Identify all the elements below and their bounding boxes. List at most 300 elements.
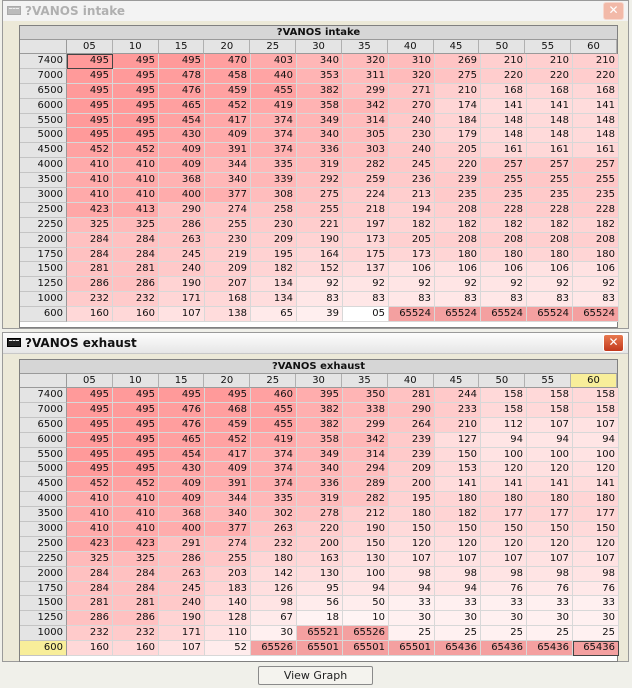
exhaust-cell[interactable]: 67	[251, 611, 297, 626]
intake-cell[interactable]: 236	[389, 173, 435, 188]
exhaust-cell[interactable]: 177	[573, 507, 619, 522]
intake-cell[interactable]: 168	[481, 84, 527, 99]
exhaust-cell[interactable]: 209	[389, 462, 435, 477]
exhaust-cell[interactable]: 140	[205, 596, 251, 611]
exhaust-cell[interactable]: 476	[159, 403, 205, 418]
exhaust-cell[interactable]: 239	[389, 448, 435, 463]
exhaust-cell[interactable]: 452	[205, 433, 251, 448]
exhaust-cell[interactable]: 112	[481, 418, 527, 433]
intake-cell[interactable]: 281	[67, 262, 113, 277]
exhaust-cell[interactable]: 158	[527, 403, 573, 418]
intake-cell[interactable]: 400	[159, 188, 205, 203]
exhaust-cell[interactable]: 459	[205, 418, 251, 433]
exhaust-cell[interactable]: 200	[389, 477, 435, 492]
intake-cell[interactable]: 134	[251, 292, 297, 307]
intake-cell[interactable]: 495	[159, 54, 205, 69]
exhaust-cell[interactable]: 150	[389, 522, 435, 537]
intake-cell[interactable]: 245	[389, 158, 435, 173]
exhaust-cell[interactable]: 107	[527, 418, 573, 433]
exhaust-cell[interactable]: 52	[205, 641, 251, 656]
intake-cell[interactable]: 92	[573, 277, 619, 292]
intake-cell[interactable]: 340	[297, 54, 343, 69]
exhaust-cell[interactable]: 410	[113, 522, 159, 537]
exhaust-cell[interactable]: 391	[205, 477, 251, 492]
exhaust-cell[interactable]: 33	[573, 596, 619, 611]
exhaust-cell[interactable]: 98	[573, 567, 619, 582]
exhaust-cell[interactable]: 25	[435, 626, 481, 641]
intake-cell[interactable]: 197	[343, 218, 389, 233]
exhaust-cell[interactable]: 107	[389, 552, 435, 567]
exhaust-cell[interactable]: 150	[435, 448, 481, 463]
intake-cell[interactable]: 299	[343, 84, 389, 99]
exhaust-cell[interactable]: 319	[297, 492, 343, 507]
intake-cell[interactable]: 190	[297, 233, 343, 248]
intake-cell[interactable]: 452	[205, 99, 251, 114]
exhaust-cell[interactable]: 338	[343, 403, 389, 418]
exhaust-cell[interactable]: 233	[435, 403, 481, 418]
exhaust-cell[interactable]: 495	[67, 388, 113, 403]
intake-cell[interactable]: 174	[435, 99, 481, 114]
intake-cell[interactable]: 413	[113, 203, 159, 218]
intake-cell[interactable]: 65524	[573, 307, 619, 322]
exhaust-cell[interactable]: 163	[297, 552, 343, 567]
exhaust-cell[interactable]: 495	[67, 433, 113, 448]
exhaust-cell[interactable]: 107	[159, 641, 205, 656]
intake-cell[interactable]: 220	[435, 158, 481, 173]
intake-cell[interactable]: 290	[159, 203, 205, 218]
exhaust-cell[interactable]: 340	[205, 507, 251, 522]
exhaust-cell[interactable]: 94	[527, 433, 573, 448]
intake-cell[interactable]: 495	[113, 99, 159, 114]
exhaust-cell[interactable]: 95	[297, 582, 343, 597]
intake-cell[interactable]: 210	[527, 54, 573, 69]
exhaust-cell[interactable]: 263	[159, 567, 205, 582]
intake-cell[interactable]: 311	[343, 69, 389, 84]
intake-cell[interactable]: 325	[113, 218, 159, 233]
exhaust-cell[interactable]: 56	[297, 596, 343, 611]
intake-cell[interactable]: 305	[343, 128, 389, 143]
intake-cell[interactable]: 459	[205, 84, 251, 99]
intake-cell[interactable]: 284	[67, 248, 113, 263]
exhaust-cell[interactable]: 126	[251, 582, 297, 597]
exhaust-cell[interactable]: 400	[159, 522, 205, 537]
exhaust-cell[interactable]: 98	[251, 596, 297, 611]
exhaust-cell[interactable]: 171	[159, 626, 205, 641]
exhaust-cell[interactable]: 200	[297, 537, 343, 552]
exhaust-cell[interactable]: 409	[159, 477, 205, 492]
exhaust-cell[interactable]: 468	[205, 403, 251, 418]
exhaust-cell[interactable]: 325	[67, 552, 113, 567]
intake-cell[interactable]: 495	[113, 84, 159, 99]
exhaust-cell[interactable]: 452	[113, 477, 159, 492]
intake-cell[interactable]: 148	[573, 128, 619, 143]
exhaust-cell[interactable]: 33	[435, 596, 481, 611]
exhaust-cell[interactable]: 158	[573, 388, 619, 403]
intake-cell[interactable]: 409	[159, 143, 205, 158]
exhaust-cell[interactable]: 120	[527, 462, 573, 477]
intake-cell[interactable]: 208	[527, 233, 573, 248]
intake-cell[interactable]: 319	[297, 158, 343, 173]
intake-cell[interactable]: 224	[343, 188, 389, 203]
exhaust-cell[interactable]: 495	[67, 448, 113, 463]
exhaust-cell[interactable]: 410	[67, 522, 113, 537]
intake-cell[interactable]: 182	[389, 218, 435, 233]
exhaust-cell[interactable]: 430	[159, 462, 205, 477]
exhaust-cell[interactable]: 476	[159, 418, 205, 433]
intake-cell[interactable]: 141	[481, 99, 527, 114]
intake-cell[interactable]: 221	[297, 218, 343, 233]
exhaust-cell[interactable]: 286	[113, 611, 159, 626]
intake-cell[interactable]: 452	[113, 143, 159, 158]
exhaust-cell[interactable]: 150	[435, 522, 481, 537]
exhaust-cell[interactable]: 495	[113, 448, 159, 463]
exhaust-cell[interactable]: 120	[573, 462, 619, 477]
exhaust-cell[interactable]: 495	[67, 418, 113, 433]
exhaust-cell[interactable]: 299	[343, 418, 389, 433]
exhaust-cell[interactable]: 495	[205, 388, 251, 403]
exhaust-cell[interactable]: 150	[343, 537, 389, 552]
exhaust-cell[interactable]: 409	[159, 492, 205, 507]
exhaust-cell[interactable]: 358	[297, 433, 343, 448]
exhaust-cell[interactable]: 127	[435, 433, 481, 448]
intake-cell[interactable]: 39	[297, 307, 343, 322]
intake-cell[interactable]: 340	[297, 128, 343, 143]
intake-cell[interactable]: 374	[251, 128, 297, 143]
exhaust-cell[interactable]: 141	[573, 477, 619, 492]
exhaust-cell[interactable]: 281	[67, 596, 113, 611]
intake-cell[interactable]: 210	[573, 54, 619, 69]
exhaust-cell[interactable]: 120	[389, 537, 435, 552]
intake-cell[interactable]: 417	[205, 114, 251, 129]
exhaust-cell[interactable]: 107	[435, 552, 481, 567]
exhaust-title-bar[interactable]	[3, 333, 628, 354]
intake-cell[interactable]: 308	[251, 188, 297, 203]
exhaust-cell[interactable]: 374	[251, 448, 297, 463]
intake-cell[interactable]: 454	[159, 114, 205, 129]
intake-cell[interactable]: 148	[527, 128, 573, 143]
intake-cell[interactable]: 148	[481, 128, 527, 143]
intake-cell[interactable]: 470	[205, 54, 251, 69]
intake-cell[interactable]: 349	[297, 114, 343, 129]
exhaust-cell[interactable]: 284	[67, 567, 113, 582]
intake-cell[interactable]: 410	[113, 158, 159, 173]
intake-cell[interactable]: 210	[481, 54, 527, 69]
intake-cell[interactable]: 208	[435, 203, 481, 218]
exhaust-cell[interactable]: 382	[297, 418, 343, 433]
exhaust-cell[interactable]: 180	[573, 492, 619, 507]
exhaust-cell[interactable]: 30	[251, 626, 297, 641]
intake-cell[interactable]: 440	[251, 69, 297, 84]
intake-cell[interactable]: 173	[343, 233, 389, 248]
intake-cell[interactable]: 168	[527, 84, 573, 99]
exhaust-cell[interactable]: 183	[205, 582, 251, 597]
exhaust-cell[interactable]: 342	[343, 433, 389, 448]
exhaust-cell[interactable]: 25	[527, 626, 573, 641]
exhaust-cell[interactable]: 495	[113, 433, 159, 448]
intake-cell[interactable]: 208	[481, 233, 527, 248]
exhaust-cell[interactable]: 65521	[297, 626, 343, 641]
intake-cell[interactable]: 65524	[481, 307, 527, 322]
intake-cell[interactable]: 184	[435, 114, 481, 129]
exhaust-cell[interactable]: 120	[481, 537, 527, 552]
intake-cell[interactable]: 310	[389, 54, 435, 69]
exhaust-cell[interactable]: 25	[389, 626, 435, 641]
intake-cell[interactable]: 382	[297, 84, 343, 99]
exhaust-cell[interactable]: 158	[481, 403, 527, 418]
intake-cell[interactable]: 190	[159, 277, 205, 292]
intake-cell[interactable]: 495	[113, 128, 159, 143]
intake-cell[interactable]: 210	[435, 84, 481, 99]
intake-cell[interactable]: 148	[573, 114, 619, 129]
intake-cell[interactable]: 478	[159, 69, 205, 84]
exhaust-cell[interactable]: 94	[343, 582, 389, 597]
intake-cell[interactable]: 269	[435, 54, 481, 69]
intake-cell[interactable]: 275	[297, 188, 343, 203]
intake-cell[interactable]: 219	[205, 248, 251, 263]
intake-cell[interactable]: 83	[481, 292, 527, 307]
exhaust-cell[interactable]: 158	[573, 403, 619, 418]
intake-cell[interactable]: 353	[297, 69, 343, 84]
exhaust-cell[interactable]: 130	[297, 567, 343, 582]
exhaust-close-button[interactable]: ✕	[603, 334, 624, 352]
exhaust-cell[interactable]: 423	[67, 537, 113, 552]
intake-cell[interactable]: 228	[481, 203, 527, 218]
exhaust-cell[interactable]: 107	[481, 552, 527, 567]
exhaust-cell[interactable]: 203	[205, 567, 251, 582]
intake-cell[interactable]: 257	[481, 158, 527, 173]
intake-cell[interactable]: 257	[527, 158, 573, 173]
exhaust-cell[interactable]: 495	[113, 388, 159, 403]
intake-cell[interactable]: 194	[389, 203, 435, 218]
exhaust-cell[interactable]: 158	[481, 388, 527, 403]
exhaust-cell[interactable]: 130	[343, 552, 389, 567]
exhaust-cell[interactable]: 33	[527, 596, 573, 611]
intake-cell[interactable]: 148	[527, 114, 573, 129]
intake-cell[interactable]: 391	[205, 143, 251, 158]
exhaust-cell[interactable]: 350	[343, 388, 389, 403]
intake-cell[interactable]: 182	[481, 218, 527, 233]
exhaust-cell[interactable]: 110	[205, 626, 251, 641]
intake-cell[interactable]: 228	[573, 203, 619, 218]
exhaust-cell[interactable]: 158	[527, 388, 573, 403]
exhaust-cell[interactable]: 65501	[389, 641, 435, 656]
exhaust-cell[interactable]: 100	[573, 448, 619, 463]
exhaust-cell[interactable]: 141	[435, 477, 481, 492]
exhaust-cell[interactable]: 65436	[481, 641, 527, 656]
intake-cell[interactable]: 358	[297, 99, 343, 114]
intake-cell[interactable]: 495	[113, 54, 159, 69]
intake-cell[interactable]: 182	[435, 218, 481, 233]
exhaust-cell[interactable]: 160	[113, 641, 159, 656]
intake-cell[interactable]: 83	[389, 292, 435, 307]
exhaust-cell[interactable]: 220	[297, 522, 343, 537]
exhaust-cell[interactable]: 286	[159, 552, 205, 567]
intake-cell[interactable]: 255	[573, 173, 619, 188]
intake-cell[interactable]: 205	[389, 233, 435, 248]
intake-cell[interactable]: 92	[435, 277, 481, 292]
exhaust-cell[interactable]: 374	[251, 462, 297, 477]
exhaust-cell[interactable]: 25	[573, 626, 619, 641]
intake-cell[interactable]: 161	[573, 143, 619, 158]
exhaust-cell[interactable]: 410	[113, 492, 159, 507]
intake-cell[interactable]: 403	[251, 54, 297, 69]
intake-cell[interactable]: 208	[435, 233, 481, 248]
intake-cell[interactable]: 240	[389, 143, 435, 158]
exhaust-cell[interactable]: 409	[205, 462, 251, 477]
exhaust-cell[interactable]: 177	[481, 507, 527, 522]
exhaust-cell[interactable]: 150	[573, 522, 619, 537]
intake-cell[interactable]: 205	[435, 143, 481, 158]
intake-cell[interactable]: 410	[113, 188, 159, 203]
exhaust-cell[interactable]: 239	[389, 433, 435, 448]
intake-cell[interactable]: 410	[67, 173, 113, 188]
intake-cell[interactable]: 180	[435, 248, 481, 263]
exhaust-cell[interactable]: 263	[251, 522, 297, 537]
exhaust-cell[interactable]: 150	[527, 522, 573, 537]
intake-cell[interactable]: 240	[159, 262, 205, 277]
exhaust-cell[interactable]: 349	[297, 448, 343, 463]
intake-cell[interactable]: 495	[113, 114, 159, 129]
intake-cell[interactable]: 452	[67, 143, 113, 158]
intake-cell[interactable]: 179	[435, 128, 481, 143]
exhaust-cell[interactable]: 182	[435, 507, 481, 522]
exhaust-cell[interactable]: 98	[435, 567, 481, 582]
intake-cell[interactable]: 374	[251, 114, 297, 129]
intake-cell[interactable]: 292	[297, 173, 343, 188]
exhaust-cell[interactable]: 195	[389, 492, 435, 507]
exhaust-cell[interactable]: 274	[205, 537, 251, 552]
intake-cell[interactable]: 173	[389, 248, 435, 263]
exhaust-cell[interactable]: 495	[113, 462, 159, 477]
intake-cell[interactable]: 465	[159, 99, 205, 114]
intake-cell[interactable]: 320	[343, 54, 389, 69]
exhaust-cell[interactable]: 120	[435, 537, 481, 552]
exhaust-cell[interactable]: 94	[481, 433, 527, 448]
exhaust-cell[interactable]: 141	[481, 477, 527, 492]
intake-cell[interactable]: 235	[481, 188, 527, 203]
exhaust-cell[interactable]: 30	[435, 611, 481, 626]
exhaust-cell[interactable]: 98	[389, 567, 435, 582]
exhaust-cell[interactable]: 107	[527, 552, 573, 567]
intake-cell[interactable]: 409	[205, 128, 251, 143]
intake-cell[interactable]: 209	[251, 233, 297, 248]
exhaust-cell[interactable]: 142	[251, 567, 297, 582]
intake-cell[interactable]: 286	[159, 218, 205, 233]
intake-cell[interactable]: 180	[527, 248, 573, 263]
intake-cell[interactable]: 235	[527, 188, 573, 203]
exhaust-cell[interactable]: 30	[573, 611, 619, 626]
exhaust-cell[interactable]: 180	[527, 492, 573, 507]
intake-cell[interactable]: 258	[251, 203, 297, 218]
exhaust-cell[interactable]: 289	[343, 477, 389, 492]
exhaust-cell[interactable]: 255	[205, 552, 251, 567]
intake-title-bar[interactable]	[3, 1, 628, 21]
intake-close-button[interactable]: ✕	[603, 2, 624, 20]
exhaust-cell[interactable]: 150	[481, 522, 527, 537]
intake-cell[interactable]: 275	[435, 69, 481, 84]
exhaust-cell[interactable]: 190	[159, 611, 205, 626]
exhaust-cell[interactable]: 212	[343, 507, 389, 522]
intake-cell[interactable]: 83	[527, 292, 573, 307]
exhaust-cell[interactable]: 455	[251, 403, 297, 418]
exhaust-cell[interactable]: 141	[527, 477, 573, 492]
intake-cell[interactable]: 138	[205, 307, 251, 322]
exhaust-cell[interactable]: 210	[435, 418, 481, 433]
exhaust-cell[interactable]: 65526	[251, 641, 297, 656]
exhaust-cell[interactable]: 281	[389, 388, 435, 403]
intake-cell[interactable]: 232	[113, 292, 159, 307]
exhaust-cell[interactable]: 294	[343, 462, 389, 477]
exhaust-cell[interactable]: 284	[113, 567, 159, 582]
intake-cell[interactable]: 495	[67, 128, 113, 143]
exhaust-cell[interactable]: 452	[67, 477, 113, 492]
intake-cell[interactable]: 83	[435, 292, 481, 307]
intake-cell[interactable]: 255	[481, 173, 527, 188]
intake-cell[interactable]: 339	[251, 173, 297, 188]
intake-cell[interactable]: 495	[113, 69, 159, 84]
intake-cell[interactable]: 171	[159, 292, 205, 307]
exhaust-cell[interactable]: 25	[481, 626, 527, 641]
exhaust-cell[interactable]: 264	[389, 418, 435, 433]
intake-cell[interactable]: 495	[67, 54, 113, 69]
exhaust-cell[interactable]: 410	[113, 507, 159, 522]
intake-cell[interactable]: 182	[573, 218, 619, 233]
intake-cell[interactable]: 410	[113, 173, 159, 188]
intake-cell[interactable]: 141	[527, 99, 573, 114]
exhaust-cell[interactable]: 120	[573, 537, 619, 552]
intake-cell[interactable]: 257	[573, 158, 619, 173]
intake-cell[interactable]: 495	[67, 114, 113, 129]
intake-cell[interactable]: 410	[67, 188, 113, 203]
intake-cell[interactable]: 476	[159, 84, 205, 99]
intake-cell[interactable]: 137	[343, 262, 389, 277]
intake-cell[interactable]: 232	[67, 292, 113, 307]
exhaust-cell[interactable]: 153	[435, 462, 481, 477]
exhaust-cell[interactable]: 325	[113, 552, 159, 567]
intake-cell[interactable]: 106	[481, 262, 527, 277]
exhaust-cell[interactable]: 281	[113, 596, 159, 611]
exhaust-cell[interactable]: 65501	[343, 641, 389, 656]
exhaust-cell[interactable]: 120	[527, 537, 573, 552]
intake-cell[interactable]: 495	[67, 84, 113, 99]
exhaust-cell[interactable]: 65501	[297, 641, 343, 656]
exhaust-cell[interactable]: 335	[251, 492, 297, 507]
intake-cell[interactable]: 230	[389, 128, 435, 143]
intake-cell[interactable]: 270	[389, 99, 435, 114]
intake-cell[interactable]: 430	[159, 128, 205, 143]
exhaust-cell[interactable]: 282	[343, 492, 389, 507]
intake-cell[interactable]: 286	[113, 277, 159, 292]
intake-cell[interactable]: 152	[297, 262, 343, 277]
exhaust-cell[interactable]: 94	[389, 582, 435, 597]
exhaust-cell[interactable]: 410	[67, 507, 113, 522]
intake-cell[interactable]: 65524	[527, 307, 573, 322]
exhaust-cell[interactable]: 65526	[343, 626, 389, 641]
exhaust-cell[interactable]: 33	[481, 596, 527, 611]
intake-cell[interactable]: 107	[159, 307, 205, 322]
exhaust-cell[interactable]: 314	[343, 448, 389, 463]
exhaust-cell[interactable]: 76	[573, 582, 619, 597]
exhaust-cell[interactable]: 65436	[573, 641, 619, 656]
intake-cell[interactable]: 495	[67, 99, 113, 114]
intake-cell[interactable]: 182	[527, 218, 573, 233]
exhaust-cell[interactable]: 284	[113, 582, 159, 597]
intake-cell[interactable]: 141	[573, 99, 619, 114]
exhaust-cell[interactable]: 76	[481, 582, 527, 597]
intake-cell[interactable]: 164	[297, 248, 343, 263]
intake-cell[interactable]: 255	[527, 173, 573, 188]
intake-cell[interactable]: 92	[389, 277, 435, 292]
